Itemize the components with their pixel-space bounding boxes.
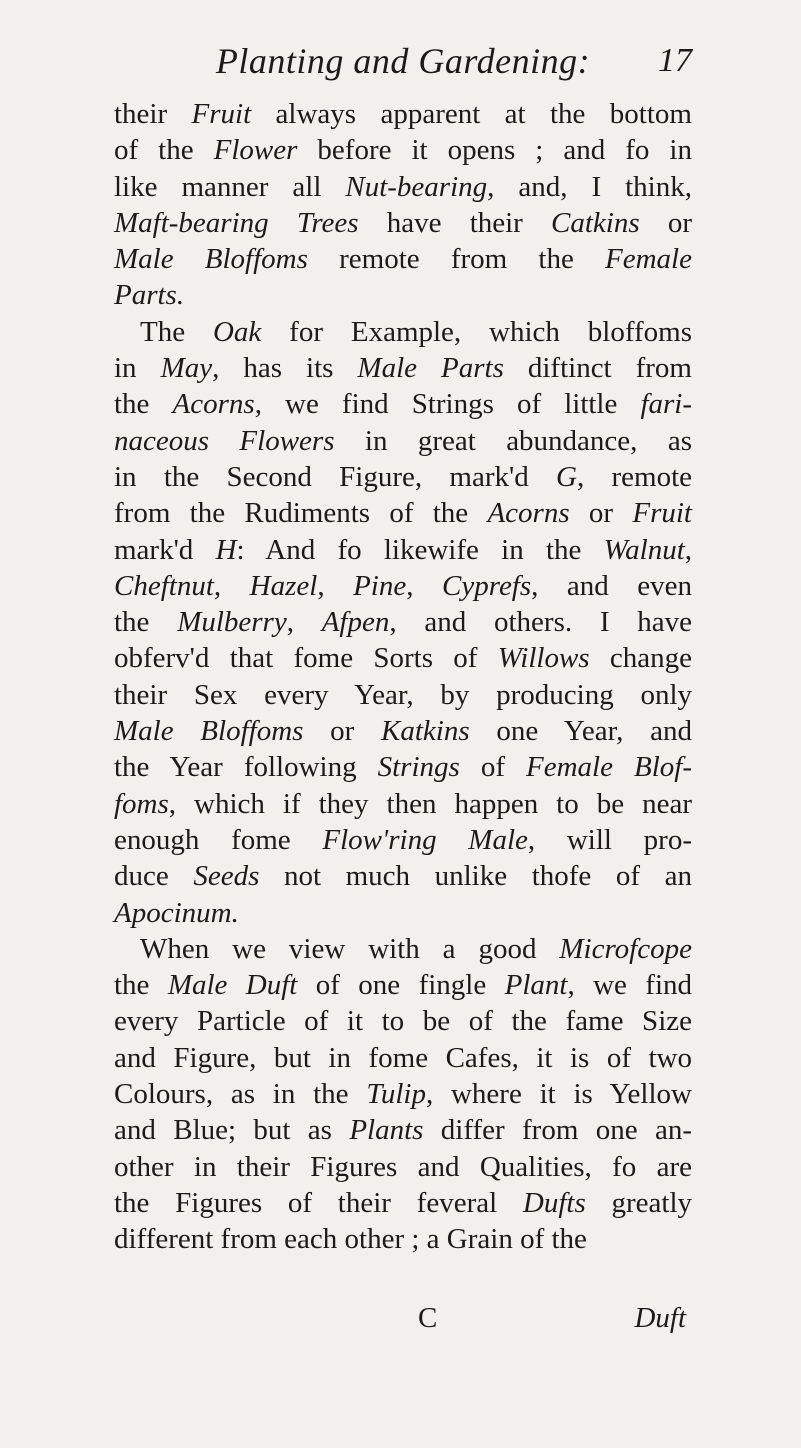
text-line: Cheftnut, Hazel, Pine, Cyprefs, and even [114, 569, 693, 602]
italic-term: fari- [640, 388, 692, 421]
text-line: duce Seeds not much unlike thofe of an [114, 860, 692, 893]
italic-term: Catkins [551, 206, 640, 239]
text-line: different from each other ; a Grain of the [114, 1223, 587, 1256]
text-line: in the Second Figure, mark'd G, remote [114, 460, 692, 493]
text-line: Male Bloffoms remote from the Female [114, 243, 692, 276]
paragraph [114, 314, 692, 931]
text-line: mark'd H: And fo likewife in the Walnut, [114, 533, 693, 566]
text-line: every Particle of it to be of the fame Size [114, 1005, 692, 1038]
italic-term: Male Duft [167, 969, 298, 1002]
italic-term: Acorns [172, 388, 255, 421]
text-line: naceous Flowers in great abundance, as [114, 424, 692, 457]
page-header [118, 40, 692, 86]
text-line: When we view with a good Microfcope [140, 932, 692, 965]
text-line: their Fruit always apparent at the bottom [114, 98, 692, 130]
italic-term: Acorns [487, 497, 570, 530]
text-line: from the Rudiments of the Acorns or Fruit [114, 497, 692, 530]
italic-term: Fruit [632, 497, 692, 530]
italic-term: Walnut [603, 533, 685, 566]
italic-term: May [160, 352, 213, 385]
text-line: the Year following Strings of Female Blof- [114, 751, 692, 784]
italic-term: Cyprefs [442, 569, 532, 602]
text-line: the Male Duft of one fingle Plant, we find [114, 969, 693, 1002]
text-line: other in their Figures and Qualities, fo are [114, 1150, 692, 1183]
italic-term: Tulip [366, 1078, 426, 1111]
text-line: and Blue; but as Plants differ from one an- [114, 1114, 692, 1147]
text-line: like manner all Nut-bearing, and, I think, [114, 170, 692, 203]
italic-term: Microfcope [559, 932, 692, 965]
paragraph [114, 931, 692, 1258]
text-line: enough fome Flow'ring Male, will pro- [114, 823, 692, 856]
italic-term: Nut-bearing [345, 170, 488, 203]
italic-term: Afpen [321, 606, 390, 639]
italic-term: Male Bloffoms [114, 243, 308, 276]
italic-term: Strings [377, 751, 460, 784]
text-line: Maft-bearing Trees have their Catkins or [114, 206, 692, 239]
page-footer [114, 1302, 692, 1342]
text-line: of the Flower before it opens ; and fo in [114, 134, 692, 167]
italic-term: Plant [504, 969, 568, 1002]
italic-term: Oak [212, 315, 262, 348]
text-line: The Oak for Example, which bloffoms [140, 315, 692, 348]
italic-term: Dufts [522, 1186, 586, 1219]
italic-term: Flower [213, 134, 298, 167]
text-line: the Acorns, we find Strings of little fari- [114, 388, 692, 421]
italic-term: Female [605, 243, 692, 276]
italic-term: Cheftnut [114, 569, 214, 602]
text-line: the Mulberry, Afpen, and others. I have [114, 606, 692, 639]
text-line [114, 895, 692, 931]
italic-term: Flow'ring Male [322, 823, 528, 856]
italic-term: Male Parts [357, 352, 504, 385]
italic-term: Fruit [191, 98, 252, 130]
italic-term: Plants [349, 1114, 424, 1147]
text-line: foms, which if they then happen to be near [114, 787, 692, 820]
italic-term: Maft-bearing Trees [114, 206, 359, 239]
italic-term: Male Bloffoms [114, 715, 304, 748]
italic-term: H [215, 533, 237, 566]
text-line: the Figures of their feveral Dufts greatly [114, 1186, 693, 1219]
italic-term: Katkins [381, 715, 470, 748]
text-line: Colours, as in the Tulip, where it is Yellow [114, 1078, 692, 1111]
italic-term: Parts. [114, 279, 185, 312]
text-line: Male Bloffoms or Katkins one Year, and [114, 715, 692, 748]
italic-term: Apocinum. [114, 896, 239, 929]
italic-term: Mulberry [177, 606, 287, 639]
text-line [114, 277, 692, 313]
italic-term: naceous Flowers [114, 424, 335, 457]
text-line: in May, has its Male Parts diftinct from [114, 352, 692, 385]
body-text [114, 96, 692, 1258]
italic-term: G [556, 460, 577, 493]
page-number: 17 [658, 42, 692, 79]
text-line: their Sex every Year, by producing only [114, 678, 692, 711]
italic-term: foms [114, 787, 169, 820]
italic-term: Female Blof- [526, 751, 692, 784]
paragraph [114, 96, 692, 314]
italic-term: Seeds [193, 860, 260, 893]
signature-mark: C [418, 1302, 438, 1334]
italic-term: Pine [353, 569, 407, 602]
running-head: Planting and Gardening: [215, 41, 591, 81]
text-line: and Figure, but in fome Cafes, it is of two [114, 1041, 692, 1074]
text-line: obferv'd that fome Sorts of Willows change [114, 642, 692, 675]
italic-term: Hazel [249, 569, 318, 602]
catchword: Duft [634, 1302, 686, 1334]
italic-term: Willows [497, 642, 590, 675]
